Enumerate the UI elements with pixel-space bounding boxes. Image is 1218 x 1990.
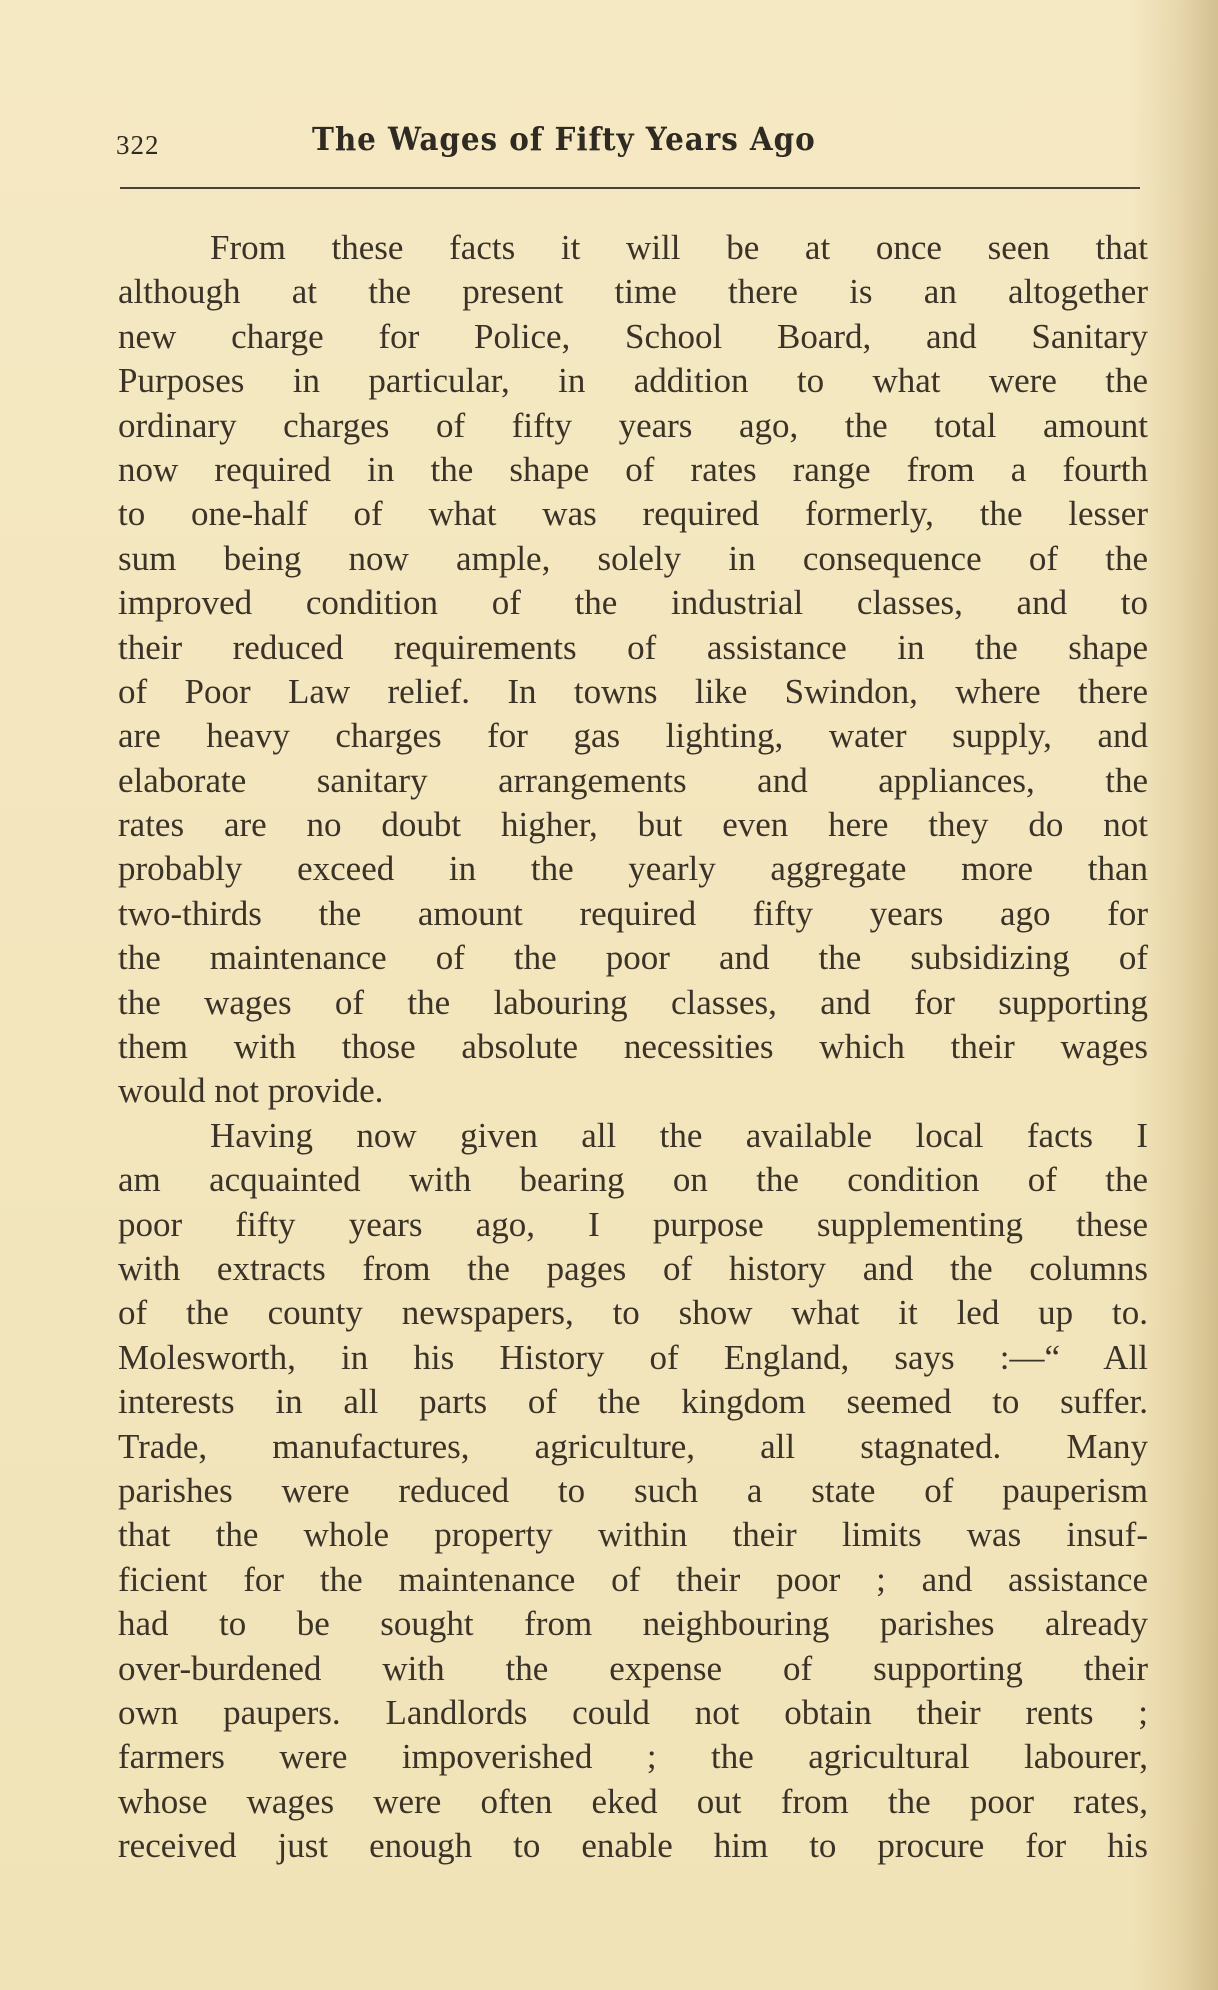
text-line: parishes were reduced to such a state of pauperism [118,1470,1148,1510]
text-line: farmers were impoverished ; the agricultural labourer, [118,1737,1148,1777]
text-line: the maintenance of the poor and the subsidizing of [118,938,1148,978]
paragraph-1 [118,226,1148,1114]
page-number: 322 [116,130,160,160]
text-line: of Poor Law relief. In towns like Swindon, where there [118,671,1148,711]
text-line: Trade, manufactures, agriculture, all stagnated. Many [118,1426,1148,1466]
text-line: them with those absolute necessities which their wages [118,1027,1148,1067]
text-line: new charge for Police, School Board, and Sanitary [118,316,1148,356]
text-line: elaborate sanitary arrangements and appliances, the [118,760,1148,800]
text-line: whose wages were often eked out from the poor rates, [118,1781,1148,1821]
text-line: ordinary charges of fifty years ago, the total amount [118,405,1148,445]
text-line: two-thirds the amount required fifty years ago for [118,893,1148,933]
text-line: that the whole property within their limits was insuf- [118,1515,1148,1555]
text-line: Molesworth, in his History of England, says :—“ All [118,1337,1148,1377]
text-line: interests in all parts of the kingdom seemed to suffer. [118,1382,1148,1422]
text-line: although at the present time there is an altogether [118,272,1148,312]
text-line: poor fifty years ago, I purpose supplementing these [118,1204,1148,1244]
text-line: sum being now ample, solely in consequence of the [118,538,1148,578]
running-head [112,118,1112,158]
text-line: to one-half of what was required formerly, the lesser [118,494,1148,534]
text-line: own paupers. Landlords could not obtain their rents ; [118,1692,1148,1732]
text-line: Purposes in particular, in addition to what were the [118,361,1148,401]
text-line: had to be sought from neighbouring parishes already [118,1604,1148,1644]
text-line: are heavy charges for gas lighting, water supply, and [118,716,1148,756]
text-line: received just enough to enable him to procure for his [118,1826,1148,1866]
text-line: ficient for the maintenance of their poor ; and assistance [118,1559,1148,1599]
body-text [118,226,1148,1868]
text-line: now required in the shape of rates range from a fourth [118,449,1148,489]
text-line: their reduced requirements of assistance in the shape [118,627,1148,667]
paragraph-2 [118,1114,1148,1869]
text-line: From these facts it will be at once seen that [210,228,1148,267]
text-line: of the county newspapers, to show what it led up to. [118,1293,1148,1333]
text-line: rates are no doubt higher, but even here they do not [118,805,1148,845]
text-line: probably exceed in the yearly aggregate more than [118,849,1148,889]
running-title: The Wages of Fifty Years Ago [312,120,816,158]
text-line: over-burdened with the expense of supporting their [118,1648,1148,1688]
text-line: would not provide. [118,1071,384,1111]
text-line: Having now given all the available local facts I [210,1115,1148,1155]
text-line: the wages of the labouring classes, and for supporting [118,982,1148,1022]
text-line: improved condition of the industrial classes, and to [118,583,1148,623]
text-line: with extracts from the pages of history and the columns [118,1248,1148,1288]
header-rule [120,187,1140,189]
text-line: am acquainted with bearing on the condition of the [118,1160,1148,1200]
